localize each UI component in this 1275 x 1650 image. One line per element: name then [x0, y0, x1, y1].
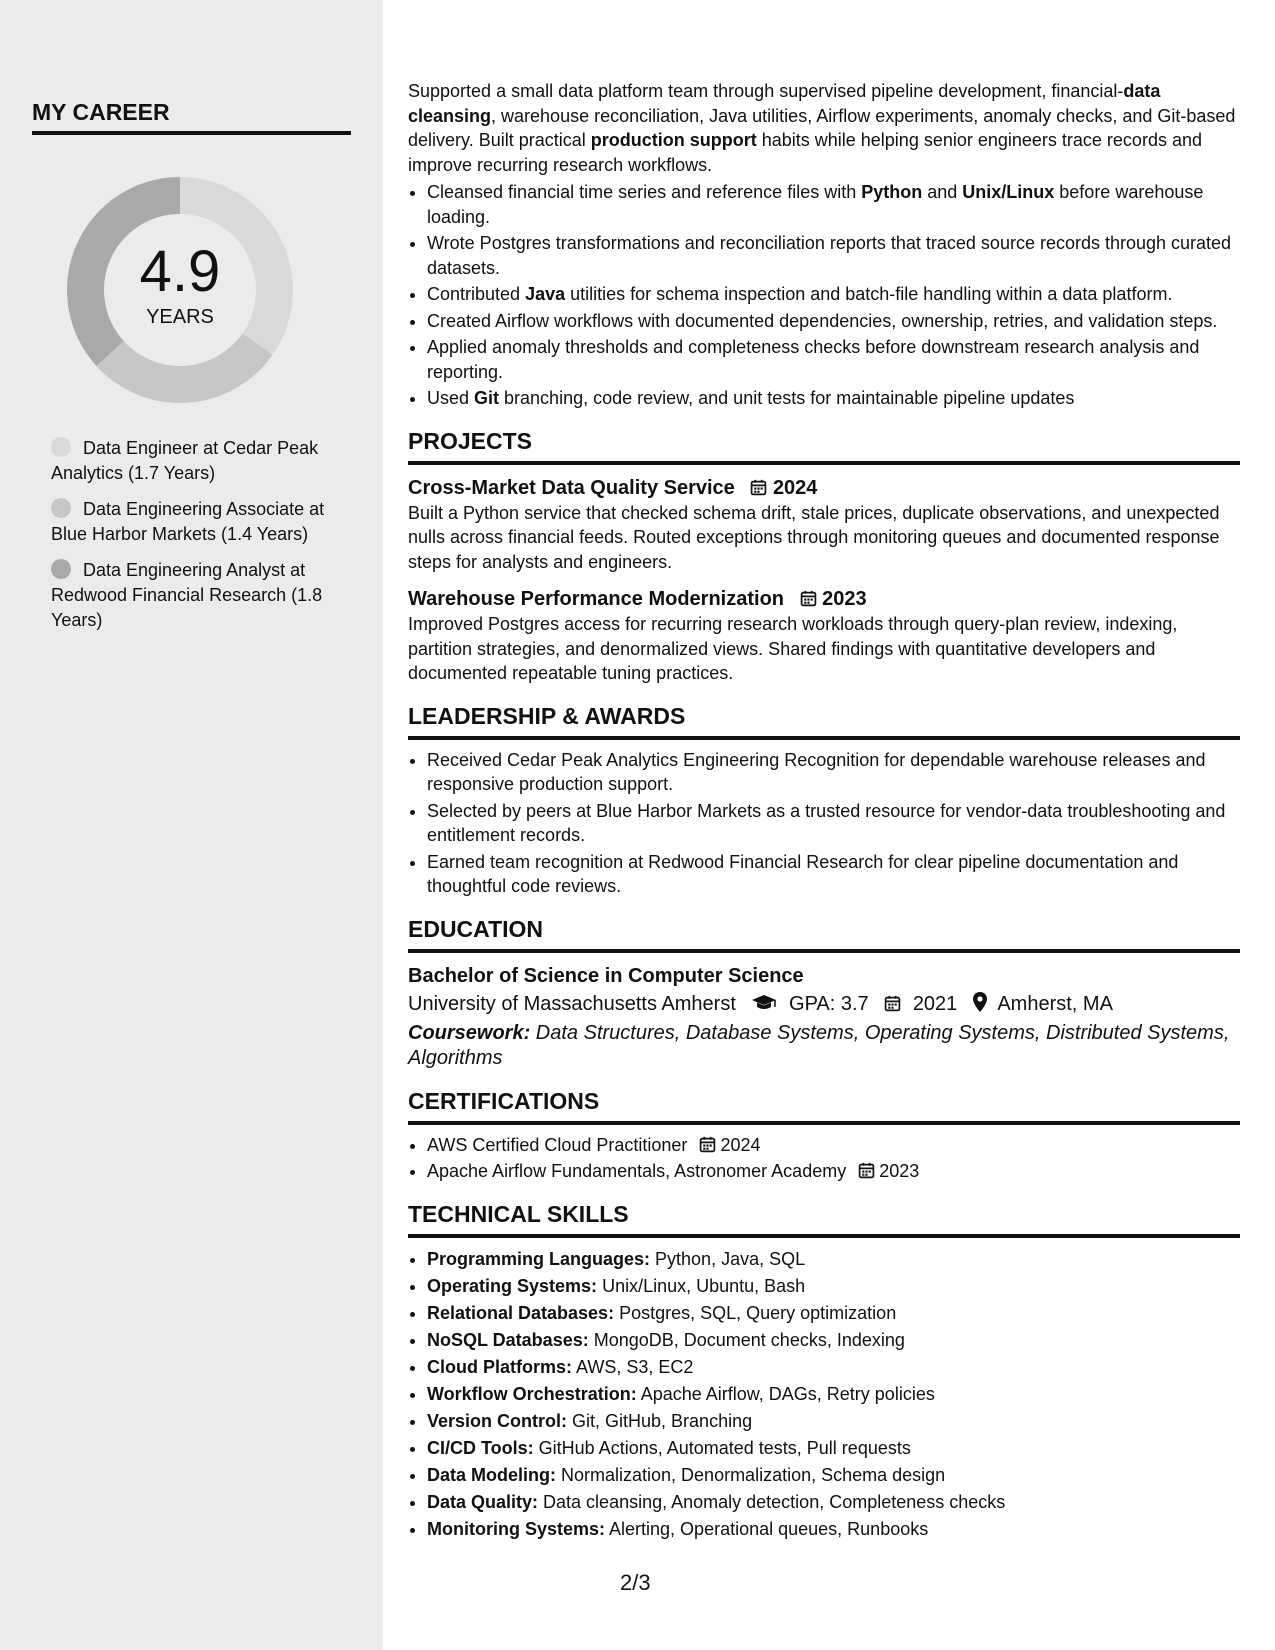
certification-name: Apache Airflow Fundamentals, Astronomer Academy: [427, 1161, 847, 1181]
coursework-label: Coursework:: [408, 1021, 531, 1044]
bullet-bold: Python: [861, 182, 923, 202]
experience-bullet: [427, 282, 1240, 307]
bullet-bold: Java: [525, 284, 566, 304]
certification-item: [427, 1159, 1240, 1184]
skill-item: [427, 1273, 1240, 1299]
skill-category: Workflow Orchestration:: [427, 1383, 637, 1404]
experience-bullet: • Wrote Postgres transformations and reconciliation reports that traced source records through curated datasets.: [427, 231, 1240, 280]
graduation-cap-icon: [751, 994, 777, 1012]
skill-item: [427, 1435, 1240, 1461]
projects-heading: PROJECTS: [408, 427, 1240, 465]
skill-category: Monitoring Systems:: [427, 1518, 606, 1539]
summary-bold: data cleansing: [408, 81, 1161, 126]
project-description: Improved Postgres access for recurring research workloads through query-plan review, indexing, partition strategies, and denormalized views. Shared findings with quantitative developers and documented repeatable tuning practices.: [408, 614, 1178, 683]
skill-values: AWS, S3, EC2: [572, 1356, 694, 1377]
certifications-list: [408, 1133, 1240, 1184]
bullet-text: branching, code review, and unit tests for maintainable pipeline updates: [499, 388, 1075, 408]
main-content: [408, 79, 1240, 1543]
skill-item: [427, 1489, 1240, 1515]
certifications-heading: CERTIFICATIONS: [408, 1087, 1240, 1125]
career-item: [51, 558, 341, 633]
skill-item: [427, 1381, 1240, 1407]
bullet-text: Cleansed financial time series and reference files with: [427, 182, 862, 202]
bullet-text: utilities for schema inspection and batch-file handling within a data platform.: [565, 284, 1173, 304]
project-name: Cross-Market Data Quality Service: [408, 476, 735, 499]
leadership-list: [408, 748, 1240, 899]
skill-category: Cloud Platforms:: [427, 1356, 573, 1377]
education-details: [408, 989, 1240, 1019]
skill-values: MongoDB, Document checks, Indexing: [588, 1329, 905, 1350]
career-item: [51, 497, 341, 547]
location-pin-icon: [973, 992, 987, 1012]
degree: Bachelor of Science in Computer Science: [408, 964, 804, 987]
skill-values: Postgres, SQL, Query optimization: [614, 1302, 897, 1323]
experience-bullet: • Applied anomaly thresholds and completeness checks before downstream research analysis and reporting.: [427, 335, 1240, 384]
sidebar: [0, 0, 383, 1650]
certification-year: 2024: [720, 1134, 761, 1155]
certification-item: [427, 1133, 1240, 1158]
summary-text: Supported a small data platform team through supervised pipeline development, financial-: [408, 81, 1124, 101]
summary-bold: production support: [590, 130, 757, 150]
skill-values: GitHub Actions, Automated tests, Pull requests: [533, 1437, 911, 1458]
legend-dot: [51, 498, 71, 518]
career-item: [51, 436, 341, 486]
skill-item: [427, 1300, 1240, 1326]
skills-heading: TECHNICAL SKILLS: [408, 1200, 1240, 1238]
experience-bullet: [427, 386, 1240, 411]
experience-summary: [408, 79, 1240, 177]
leadership-item: • Earned team recognition at Redwood Financial Research for clear pipeline documentation and thoughtful code reviews.: [427, 850, 1240, 899]
leadership-item: • Received Cedar Peak Analytics Engineering Recognition for dependable warehouse releases and responsive production support.: [427, 748, 1240, 797]
skill-category: Version Control:: [427, 1410, 568, 1431]
calendar-icon: [858, 1162, 875, 1179]
years-label: YEARS: [146, 306, 214, 328]
calendar-icon: [800, 590, 817, 607]
career-list: [51, 436, 341, 644]
summary-text: , warehouse reconciliation, Java utilities, Airflow experiments, anomaly checks, and Git-based delivery. Built practical: [408, 105, 1236, 150]
legend-dot: [51, 437, 71, 457]
bullet-bold: Unix/Linux: [962, 182, 1055, 202]
project-title-row: [408, 475, 1240, 501]
career-donut-chart: [65, 175, 295, 405]
project-year: 2024: [772, 476, 818, 499]
skill-item: [427, 1408, 1240, 1434]
certification-name: AWS Certified Cloud Practitioner: [427, 1134, 688, 1155]
skill-item: [427, 1354, 1240, 1380]
coursework: [408, 1021, 1240, 1071]
certification-year: 2023: [879, 1161, 920, 1181]
skill-item: [427, 1462, 1240, 1488]
graduation-year: 2021: [912, 992, 958, 1015]
project-name: Warehouse Performance Modernization: [408, 588, 784, 610]
skill-values: Alerting, Operational queues, Runbooks: [605, 1518, 929, 1539]
career-label: Data Engineering Associate at Blue Harbor Markets (1.4 Years): [51, 499, 325, 544]
project-description: Built a Python service that checked schema drift, stale prices, duplicate observations, and unexpected nulls across financial feeds. Routed exceptions through monitoring queues and documented response steps for analysts and engineers.: [408, 502, 1220, 572]
total-years-value: 4.9: [139, 239, 221, 304]
project-year: 2023: [822, 588, 867, 610]
bullet-bold: Git: [474, 388, 500, 408]
calendar-icon: [884, 995, 901, 1012]
skill-category: Data Modeling:: [427, 1464, 556, 1485]
skill-category: Relational Databases:: [427, 1302, 615, 1323]
coursework-list: Data Structures, Database Systems, Operating Systems, Distributed Systems, Algorithms: [408, 1021, 1230, 1069]
skill-values: Normalization, Denormalization, Schema design: [556, 1464, 946, 1485]
skill-values: Unix/Linux, Ubuntu, Bash: [597, 1275, 806, 1296]
skills-list: [408, 1246, 1240, 1542]
project-title-row: [408, 586, 1240, 612]
education-heading: EDUCATION: [408, 915, 1240, 953]
career-title: MY CAREER: [32, 99, 351, 135]
career-label: Data Engineer at Cedar Peak Analytics (1.7 Years): [51, 438, 319, 483]
skill-values: Git, GitHub, Branching: [567, 1410, 753, 1431]
skill-values: Data cleansing, Anomaly detection, Completeness checks: [538, 1491, 1006, 1512]
career-label: Data Engineering Analyst at Redwood Financial Research (1.8 Years): [51, 560, 323, 630]
donut-segment: [96, 333, 272, 403]
calendar-icon: [750, 479, 767, 496]
experience-bullet: [427, 180, 1240, 229]
legend-dot: [51, 559, 71, 579]
bullet-text: before warehouse loading.: [427, 182, 1204, 227]
skill-item: [427, 1327, 1240, 1353]
skill-item: [427, 1246, 1240, 1272]
calendar-icon: [699, 1136, 716, 1153]
skill-values: Python, Java, SQL: [650, 1248, 806, 1269]
skill-values: Apache Airflow, DAGs, Retry policies: [636, 1383, 935, 1404]
experience-bullet: • Created Airflow workflows with documented dependencies, ownership, retries, and validation steps.: [427, 309, 1240, 334]
bullet-text: Used: [427, 388, 475, 408]
page-number: 2/3: [620, 1570, 651, 1595]
location: Amherst, MA: [997, 992, 1113, 1015]
skill-item: [427, 1516, 1240, 1542]
gpa: GPA: 3.7: [789, 992, 869, 1015]
experience-bullets: [408, 180, 1240, 411]
leadership-item: • Selected by peers at Blue Harbor Markets as a trusted resource for vendor-data troubleshooting and entitlement records.: [427, 799, 1240, 848]
skill-category: CI/CD Tools:: [427, 1437, 534, 1458]
skill-category: Data Quality:: [427, 1491, 539, 1512]
bullet-text: and: [922, 182, 963, 202]
summary-text: habits while helping senior engineers trace records and improve recurring research workflows.: [408, 130, 1202, 175]
leadership-heading: LEADERSHIP & AWARDS: [408, 702, 1240, 740]
bullet-text: Contributed: [427, 284, 526, 304]
school-name: University of Massachusetts Amherst: [408, 992, 736, 1015]
skill-category: Programming Languages:: [427, 1248, 651, 1269]
skill-category: NoSQL Databases:: [427, 1329, 589, 1350]
skill-category: Operating Systems:: [427, 1275, 598, 1296]
